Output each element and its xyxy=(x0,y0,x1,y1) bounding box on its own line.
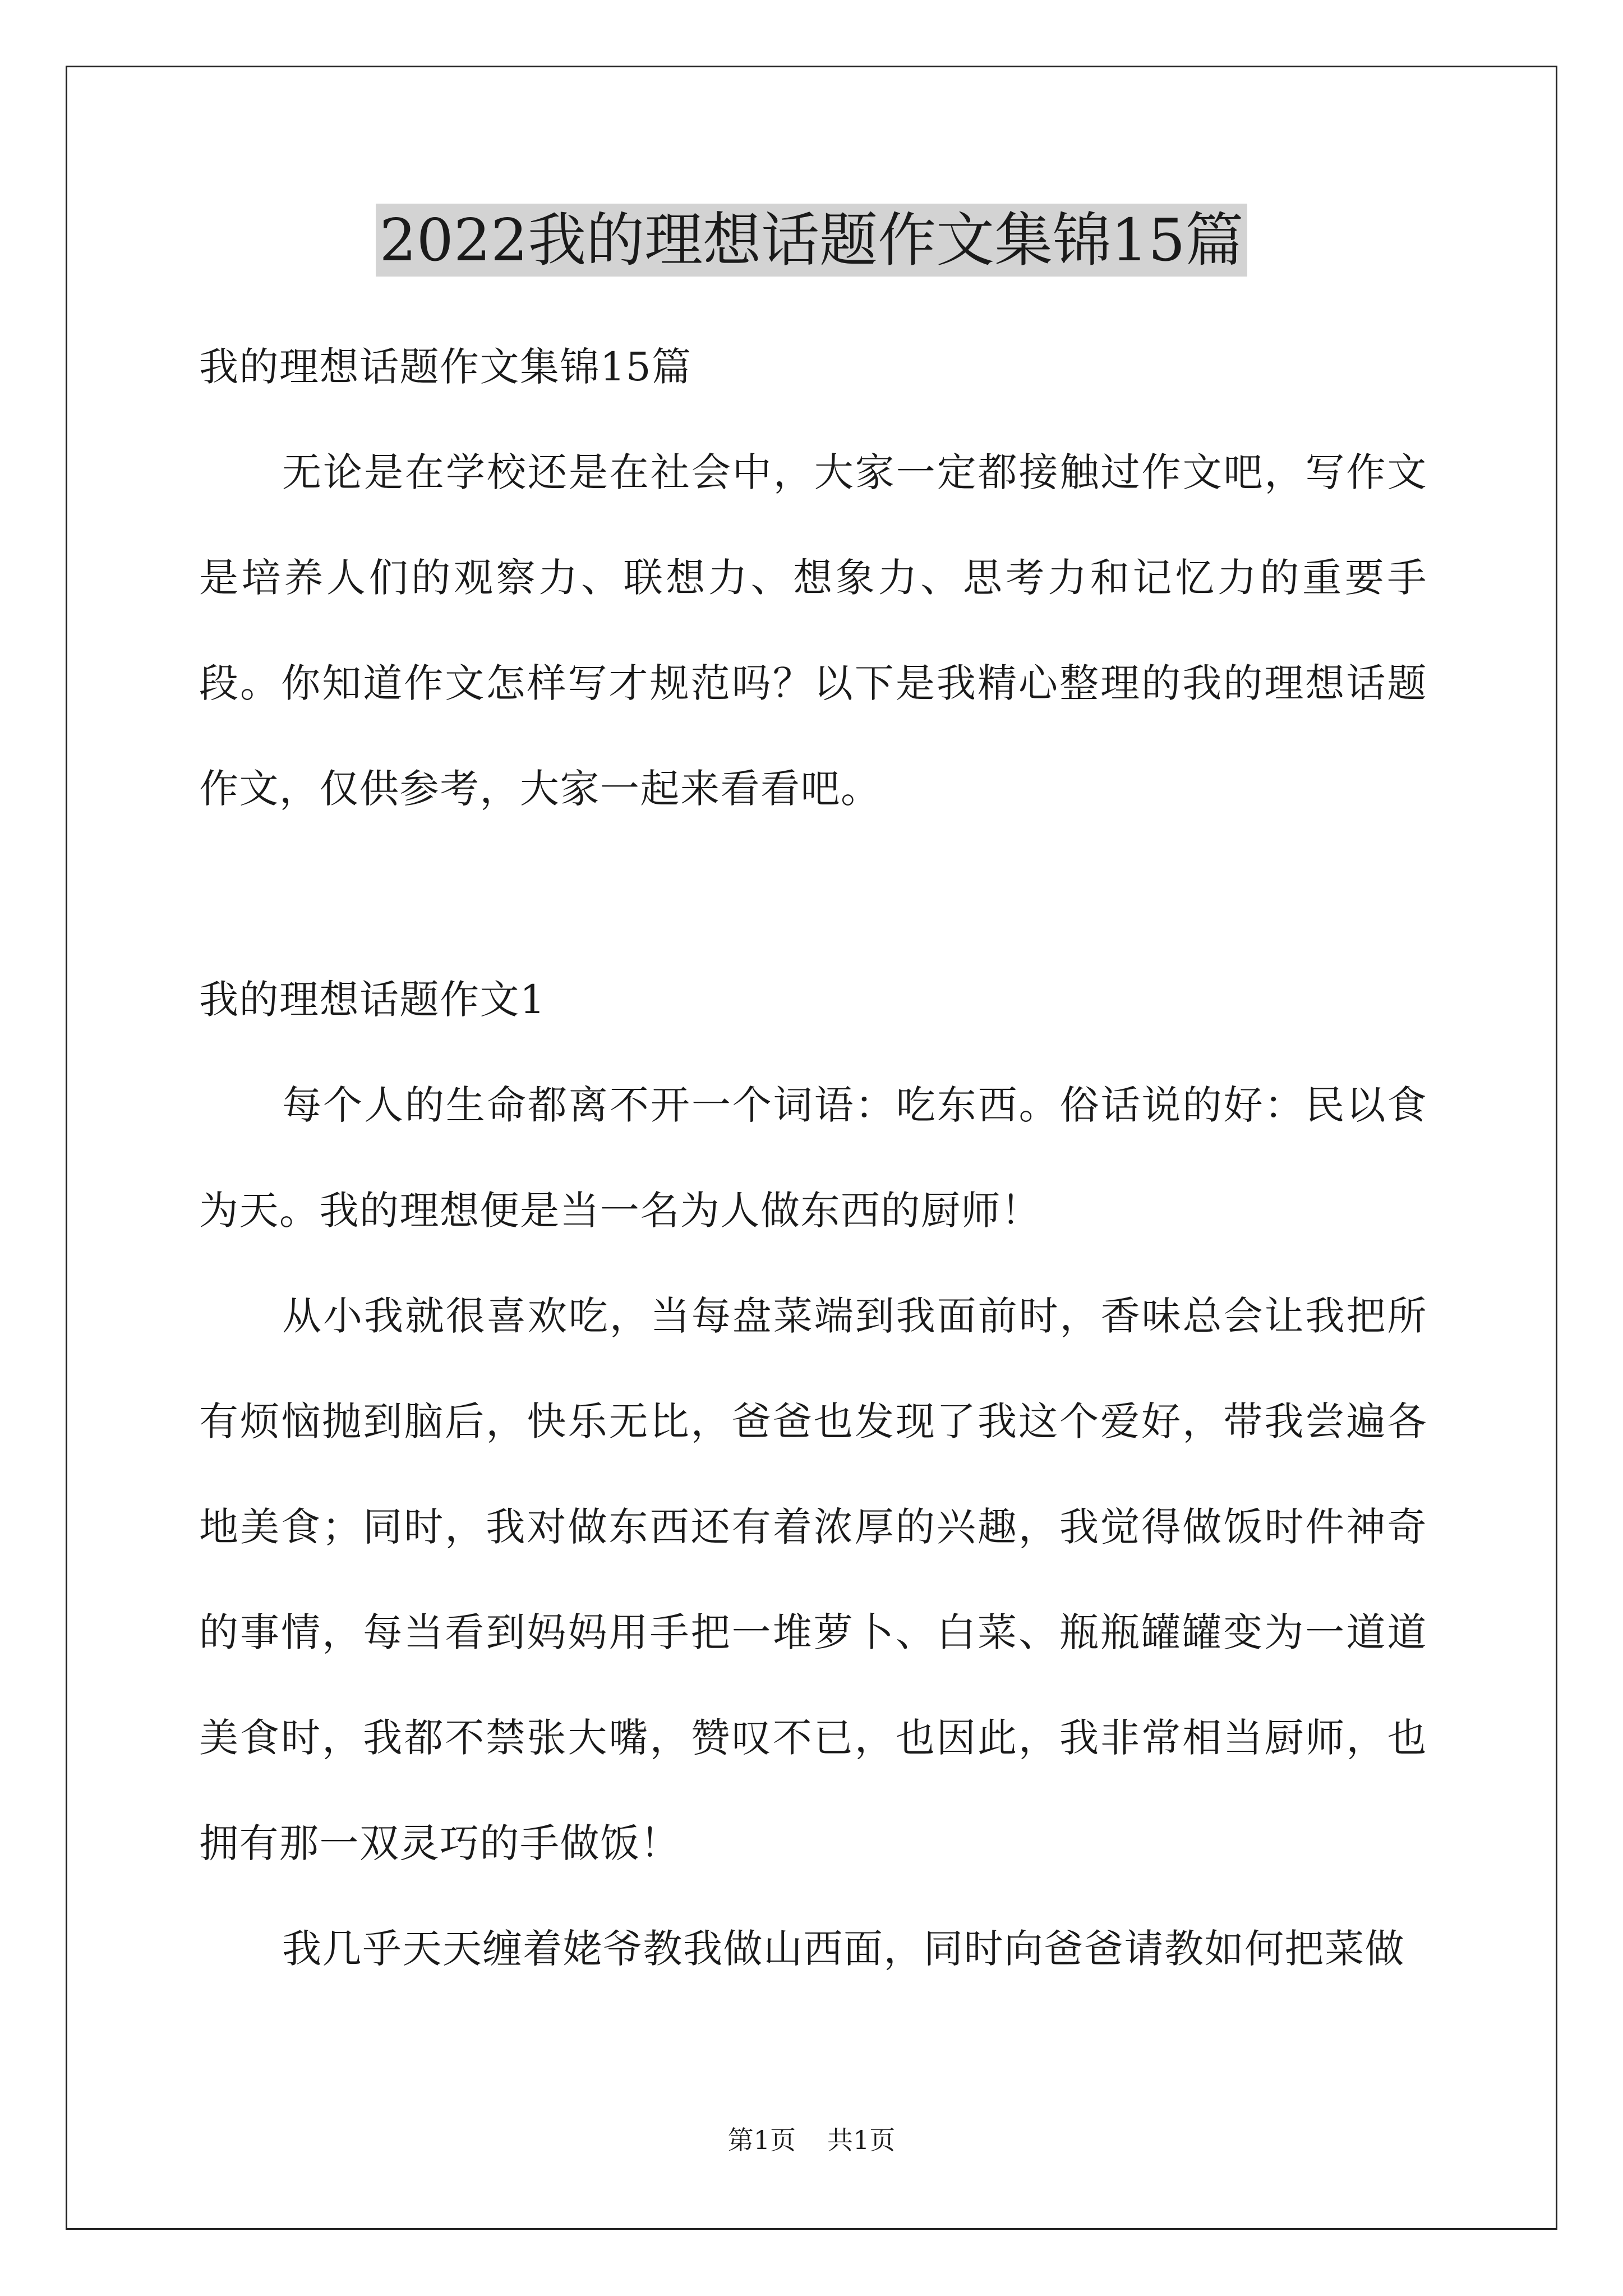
page-total: 共1页 xyxy=(827,2125,896,2155)
page-number: 第1页 xyxy=(727,2125,796,2155)
document-title-text: 2022我的理想话题作文集锦15篇 xyxy=(376,204,1247,277)
document-body xyxy=(199,314,1427,2001)
body-paragraph: 我几乎天天缠着姥爷教我做山西面，同时向爸爸请教如何把菜做 xyxy=(282,1926,1405,1972)
body-paragraph: 从小我就很喜欢吃，当每盘菜端到我面前时，香味总会让我把所有烦恼抛到脑后，快乐无比，爸爸也发现了我这个爱好，带我尝遍各地美食；同时，我对做东西还有着浓厚的兴趣，我觉得做饭时件神奇的事情，每当看到妈妈用手把一堆萝卜、白菜、瓶瓶罐罐变为一道道美食时，我都不禁张大嘴，赞叹不已，也因此，我非常相当厨师，也拥有那一双灵巧的手做饭！ xyxy=(199,1293,1427,1866)
page-footer xyxy=(0,2123,1623,2157)
section-heading: 我的理想话题作文1 xyxy=(199,977,546,1023)
document-subtitle: 我的理想话题作文集锦15篇 xyxy=(199,344,692,390)
body-paragraph: 每个人的生命都离不开一个词语：吃东西。俗话说的好：民以食为天。我的理想便是当一名为人做东西的厨师！ xyxy=(199,1082,1427,1234)
intro-paragraph: 无论是在学校还是在社会中，大家一定都接触过作文吧，写作文是培养人们的观察力、联想力、想象力、思考力和记忆力的重要手段。你知道作文怎样写才规范吗？以下是我精心整理的我的理想话题作文，仅供参考，大家一起来看看吧。 xyxy=(199,449,1427,812)
document-title xyxy=(0,201,1623,279)
